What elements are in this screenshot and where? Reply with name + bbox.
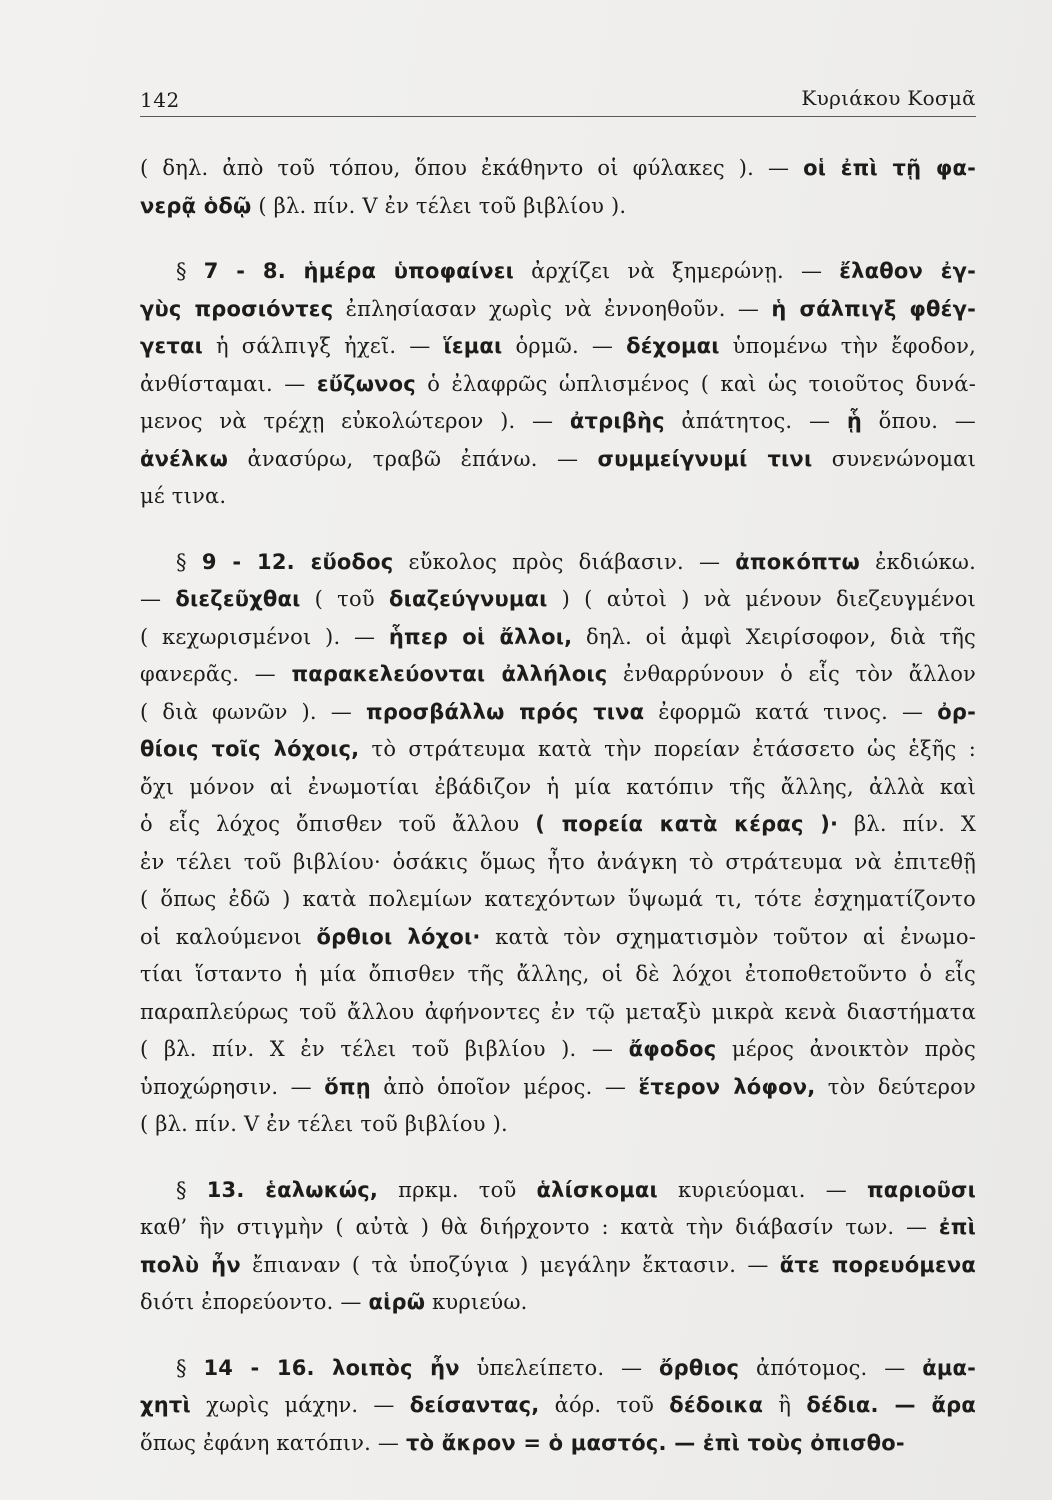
- text-line: [140, 1387, 976, 1425]
- lemma: ὅπῃ: [324, 1074, 371, 1099]
- lemma: ἄφοδος: [628, 1037, 717, 1061]
- lemma: πολὺ ἦν: [140, 1252, 241, 1277]
- paragraph-gap: [140, 516, 976, 544]
- gloss: ὑπομένω τὴν ἔφοδον,: [719, 334, 977, 358]
- lemma: ἁλίσκομαι: [536, 1177, 658, 1202]
- gloss: κυριεύομαι. —: [657, 1177, 867, 1202]
- gloss: ἐφορμῶ κατά τινος. —: [644, 699, 938, 724]
- gloss: ἀόρ. τοῦ: [539, 1393, 670, 1417]
- gloss: κατὰ τὸν σχηματισμὸν τοῦτον αἱ ἐνωμο-: [480, 924, 976, 949]
- gloss: ὁ εἷς λόχος ὄπισθεν τοῦ ἄλλου: [140, 812, 536, 836]
- running-title: Κυριάκου Κοσμᾶ: [801, 86, 976, 110]
- gloss: ( διὰ φωνῶν ). —: [140, 699, 367, 724]
- lemma: 7 - 8. ἡμέρα ὑποφαίνει: [203, 259, 515, 283]
- gloss: ἀπάτητος. —: [664, 409, 847, 433]
- text-line: [140, 403, 976, 441]
- gloss: μέ τινα.: [140, 484, 227, 508]
- lemma: δέχομαι: [626, 334, 720, 358]
- text-line: [140, 806, 976, 844]
- text-line: [140, 919, 976, 957]
- text-line: [140, 366, 976, 404]
- text-line: [140, 328, 976, 366]
- gloss: ( ὅπως ἐδῶ ) κατὰ πολεμίων κατεχόντων ὕψωμά τι, τότε ἐσχηματίζοντο: [140, 887, 976, 911]
- lemma: γὺς προσιόντες: [140, 296, 334, 321]
- gloss: ( τοῦ: [300, 587, 389, 611]
- gloss: ἀνθίσταμαι. —: [140, 371, 317, 396]
- lemma: ἧπερ οἱ ἄλλοι,: [388, 624, 573, 649]
- text-line: [140, 188, 976, 226]
- lemma: γεται: [140, 334, 204, 358]
- lemma: ἀμα-: [922, 1355, 977, 1380]
- gloss: ὅπως ἐφάνη κατόπιν. —: [140, 1430, 406, 1455]
- lemma: ἵεμαι: [443, 334, 503, 358]
- gloss: τὸ στράτευμα κατὰ τὴν πορείαν ἐτάσσετο ὡς ἑξῆς :: [359, 737, 976, 761]
- gloss: §: [176, 1355, 204, 1380]
- lemma: ὄρθιοι λόχοι·: [316, 924, 481, 949]
- text-line: [140, 1284, 976, 1322]
- gloss: οἱ καλούμενοι: [140, 924, 317, 949]
- lemma: παριοῦσι: [866, 1177, 976, 1202]
- gloss: ἐκδιώκω.: [859, 549, 977, 574]
- page-number: 142: [140, 88, 180, 112]
- gloss: βλ. πίν. Χ: [838, 812, 976, 836]
- gloss: ὑπελείπετο. —: [459, 1355, 660, 1380]
- gloss: ἀπότομος. —: [739, 1355, 923, 1380]
- gloss: φανερᾶς. —: [140, 662, 292, 686]
- lemma: 13. ἑαλωκώς,: [206, 1177, 379, 1202]
- gloss: ἀρχίζει νὰ ξημερώνῃ. —: [514, 259, 840, 283]
- lemma: ( πορεία κατὰ κέρας )·: [535, 812, 839, 836]
- paragraph-gap: [140, 225, 976, 253]
- text-line: [140, 956, 976, 994]
- gloss: ὄχι μόνον αἱ ἐνωμοτίαι ἐβάδιζον ἡ μία κατόπιν τῆς ἄλλης, ἀλλὰ καὶ: [140, 774, 976, 799]
- gloss: εὔκολος πρὸς διάβασιν. —: [393, 549, 736, 574]
- gloss: παραπλεύρως τοῦ ἄλλου ἀφήνοντες ἐν τῷ μεταξὺ μικρὰ κενὰ διαστήματα: [140, 999, 976, 1024]
- gloss: ( βλ. πίν. V ἐν τέλει τοῦ βιβλίου ).: [140, 1112, 508, 1136]
- text-line: [140, 881, 976, 919]
- gloss: §: [176, 1177, 207, 1202]
- lemma: αἱρῶ: [368, 1290, 426, 1314]
- lemma: ἀποκόπτω: [735, 549, 860, 574]
- gloss: ἢ: [763, 1393, 807, 1417]
- lemma: συμμείγνυμί τινι: [597, 446, 813, 471]
- text-line: [140, 994, 976, 1032]
- text-line: [140, 656, 976, 694]
- lemma: ἕτερον λόφον,: [638, 1074, 816, 1099]
- lemma: ὄρθιος: [659, 1355, 740, 1380]
- lemma: 9 - 12. εὔοδος: [201, 549, 394, 574]
- text-line: [140, 1247, 976, 1285]
- lemma: προσβάλλω πρός τινα: [366, 699, 645, 724]
- lemma: ἀνέλκω: [140, 446, 229, 471]
- gloss: ὁρμῶ. —: [502, 334, 627, 358]
- lemma: δέδια. — ἄρα: [806, 1393, 976, 1417]
- gloss: μενος νὰ τρέχῃ εὐκολώτερον ). —: [140, 409, 570, 433]
- text-line: [140, 694, 976, 732]
- gloss: ἀνασύρω, τραβῶ ἐπάνω. —: [228, 446, 598, 471]
- text-line: [140, 441, 976, 479]
- gloss: πρκμ. τοῦ: [378, 1177, 537, 1202]
- paragraph-gap: [140, 1322, 976, 1350]
- text-line: [140, 581, 976, 619]
- lemma: χητὶ: [140, 1393, 191, 1417]
- lemma: ὀρ-: [937, 699, 976, 724]
- text-line: [140, 1425, 976, 1463]
- commentary-text: [140, 150, 976, 1462]
- text-line: [140, 844, 976, 882]
- text-line: [140, 1350, 976, 1388]
- text-line: [140, 544, 976, 582]
- lemma: τὸ ἄκρον = ὁ μαστός. — ἐπὶ τοὺς ὀπισθο-: [405, 1430, 905, 1455]
- gloss: ἡ σάλπιγξ ἠχεῖ. —: [203, 334, 444, 358]
- lemma: ἐπὶ: [938, 1215, 976, 1239]
- gloss: συνενώνομαι: [812, 446, 976, 471]
- gloss: ( δηλ. ἀπὸ τοῦ τόπου, ὅπου ἐκάθηντο οἱ φύλακες ). —: [140, 156, 804, 180]
- text-line: [140, 478, 976, 516]
- gloss: ) ( αὐτοὶ ) νὰ μένουν διεζευγμένοι: [547, 587, 976, 611]
- lemma: παρακελεύονται ἀλλήλοις: [291, 662, 608, 686]
- text-line: [140, 253, 976, 291]
- lemma: θίοις τοῖς λόχοις,: [140, 737, 360, 761]
- gloss: ἔπιαναν ( τὰ ὑποζύγια ) μεγάλην ἔκτασιν. —: [240, 1252, 780, 1277]
- text-line: [140, 1106, 976, 1144]
- gloss: §: [176, 259, 204, 283]
- page-header: [140, 82, 976, 117]
- gloss: μέρος ἀνοικτὸν πρὸς: [716, 1037, 976, 1061]
- gloss: ( κεχωρισμένοι ). —: [140, 624, 389, 649]
- lemma: ᾗ: [846, 409, 862, 433]
- gloss: ἀπὸ ὁποῖον μέρος. —: [370, 1074, 639, 1099]
- lemma: νερᾷ ὁδῷ: [140, 193, 252, 218]
- gloss: τὸν δεύτερον: [815, 1074, 976, 1099]
- text-line: [140, 291, 976, 329]
- text-line: [140, 1069, 976, 1107]
- text-line: [140, 619, 976, 657]
- gloss: §: [176, 549, 202, 574]
- gloss: κυριεύω.: [425, 1290, 528, 1314]
- lemma: ἀτριβὴς: [569, 409, 665, 433]
- lemma: ἅτε πορευόμενα: [779, 1252, 976, 1277]
- gloss: ὁ ἐλαφρῶς ὡπλισμένος ( καὶ ὡς τοιοῦτος δυνά-: [415, 371, 976, 396]
- text-line: [140, 150, 976, 188]
- gloss: ἐπλησίασαν χωρὶς νὰ ἐννοηθοῦν. —: [333, 296, 772, 321]
- lemma: οἱ ἐπὶ τῇ φα-: [803, 156, 976, 180]
- lemma: δείσαντας,: [409, 1393, 540, 1417]
- gloss: ἐνθαρρύνουν ὁ εἷς τὸν ἄλλον: [607, 662, 977, 686]
- lemma: διεζεῦχθαι: [175, 587, 301, 611]
- paragraph-gap: [140, 1144, 976, 1172]
- text-line: [140, 1209, 976, 1247]
- gloss: ( βλ. πίν. V ἐν τέλει τοῦ βιβλίου ).: [251, 193, 627, 218]
- gloss: διότι ἐπορεύοντο. —: [140, 1290, 369, 1314]
- lemma: ἡ σάλπιγξ φθέγ-: [771, 296, 976, 321]
- text-line: [140, 769, 976, 807]
- gloss: —: [140, 587, 176, 611]
- gloss: ὅπου. —: [861, 409, 977, 433]
- gloss: ἐν τέλει τοῦ βιβλίου· ὁσάκις ὅμως ἦτο ἀνάγκη τὸ στράτευμα νὰ ἐπιτεθῇ: [140, 849, 976, 874]
- lemma: διαζεύγνυμαι: [388, 587, 548, 611]
- gloss: χωρὶς μάχην. —: [190, 1393, 410, 1417]
- gloss: καθ’ ἣν στιγμὴν ( αὐτὰ ) θὰ διήρχοντο : κατὰ τὴν διάβασίν των. —: [140, 1215, 939, 1239]
- gloss: δηλ. οἱ ἀμφὶ Χειρίσοφον, διὰ τῆς: [572, 624, 976, 649]
- gloss: τίαι ἵσταντο ἡ μία ὄπισθεν τῆς ἄλλης, οἱ δὲ λόχοι ἐτοποθετοῦντο ὁ εἷς: [140, 962, 976, 986]
- gloss: ὑποχώρησιν. —: [140, 1074, 325, 1099]
- lemma: 14 - 16. λοιπὸς ἦν: [203, 1355, 460, 1380]
- gloss: ( βλ. πίν. Χ ἐν τέλει τοῦ βιβλίου ). —: [140, 1037, 629, 1061]
- text-line: [140, 1172, 976, 1210]
- lemma: δέδοικα: [669, 1393, 764, 1417]
- text-line: [140, 1031, 976, 1069]
- lemma: ἔλαθον ἐγ-: [839, 259, 977, 283]
- lemma: εὔζωνος: [316, 371, 416, 396]
- text-line: [140, 731, 976, 769]
